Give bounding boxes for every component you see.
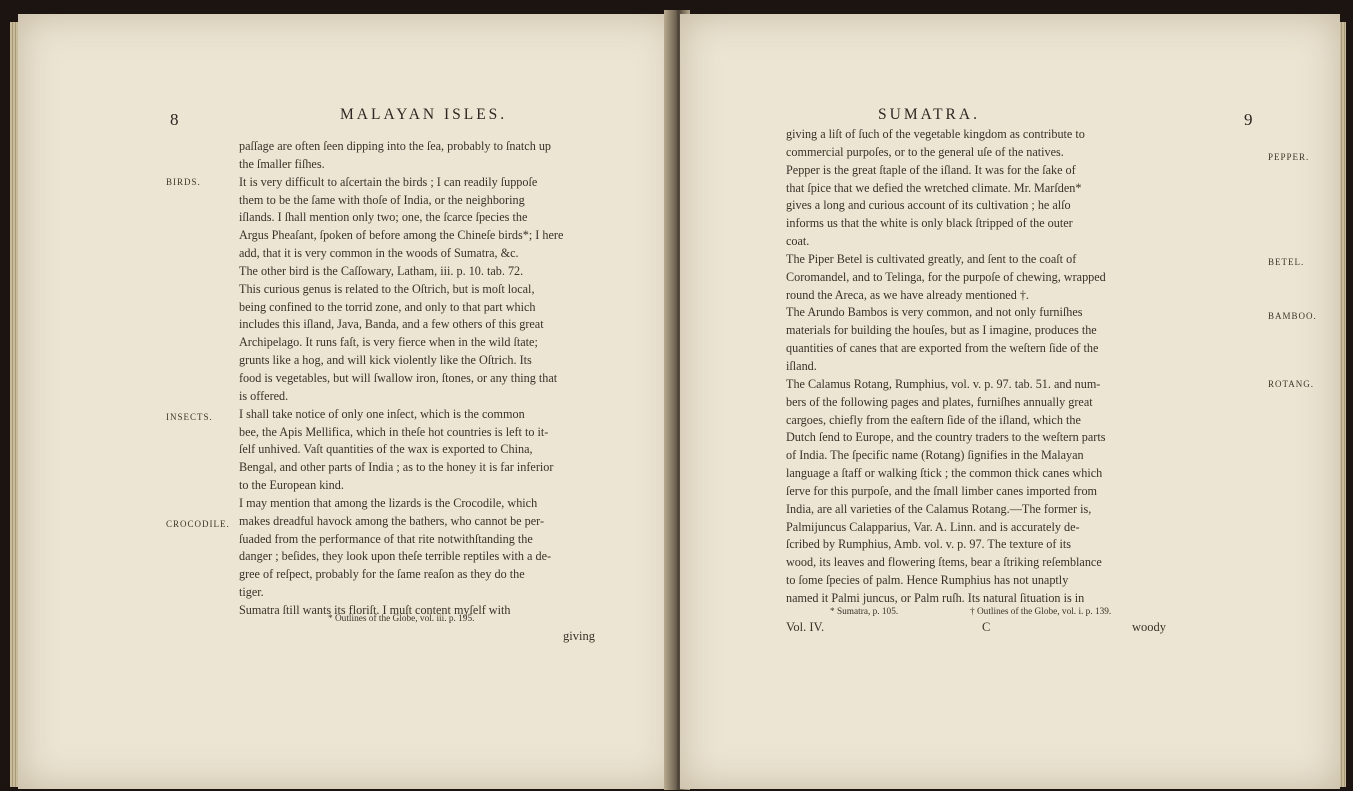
text-line: Pepper is the great ſtaple of the iſland. It was for the ſake of [786,162,1076,177]
text-line: is offered. [239,388,289,403]
margin-note-insects: INSECTS. [166,412,213,422]
text-line: gree of reſpect, probably for the ſame reaſon as they do the [239,567,525,582]
text-line: Coromandel, and to Telinga, for the purpoſe of chewing, wrapped [786,269,1106,284]
text-line: Palmijuncus Calapparius, Var. A. Linn. and is accurately de- [786,519,1080,534]
text-line: bers of the following pages and plates, furniſhes annually great [786,394,1093,409]
text-line: includes this iſland, Java, Banda, and a few others of this great [239,317,544,332]
text-line: I may mention that among the lizards is the Crocodile, which [239,495,538,510]
text-line: ſerve for this purpoſe, and the ſmall limber canes imported from [786,483,1098,498]
text-line: round the Areca, as we have already mentioned †. [786,287,1029,302]
text-line: ſcribed by Rumphius, Amb. vol. v. p. 97. The texture of its [786,537,1072,552]
text-line: bee, the Apis Mellifica, which in theſe hot countries is left to it- [239,424,549,439]
text-line: giving a liſt of ſuch of the vegetable kingdom as contribute to [786,127,1085,141]
text-line: India, are all varieties of the Calamus Rotang.—The former is, [786,501,1092,516]
text-line: the ſmaller fiſhes. [239,156,325,171]
text-line: The Calamus Rotang, Rumphius, vol. v. p. 97. tab. 51. and num- [786,376,1101,391]
text-line: wood, its leaves and flowering ſtems, bear a ſtriking reſemblance [786,555,1102,570]
text-line: grunts like a hog, and will kick violently like the Oſtrich. Its [239,353,532,368]
page-number: 8 [170,110,179,129]
text-line: The Piper Betel is cultivated greatly, and ſent to the coaſt of [786,251,1077,266]
footnote: * Outlines of the Globe, vol. iii. p. 195. [328,614,475,624]
text-line: Bengal, and other parts of India ; as to the honey it is far inferior [239,460,554,475]
page-number: 9 [1244,110,1253,129]
text-line: materials for building the houſes, but as I imagine, produces the [786,323,1097,338]
text-line: Sumatra ſtill wants its floriſt. I muſt content myſelf with [239,602,511,617]
text-line: danger ; beſides, they look upon theſe terrible reptiles with a de- [239,549,552,564]
text-line: iſland. [786,358,817,373]
text-line: I shall take notice of only one inſect, which is the common [239,406,525,421]
right-page [680,14,1340,789]
text-line: Dutch ſend to Europe, and the country traders to the weſtern parts [786,430,1106,445]
margin-note-rotang: ROTANG. [1268,379,1315,389]
text-line: Archipelago. It runs faſt, is very fierce when in the wild ſtate; [239,335,538,350]
margin-note-crocodile: CROCODILE. [166,519,230,529]
margin-note-bamboo: BAMBOO. [1268,311,1317,321]
text-line: being confined to the torrid zone, and only to that part which [239,299,536,314]
margin-note-pepper: PEPPER. [1268,152,1310,162]
text-line: that ſpice that we defied the wretched climate. Mr. Marſden* [786,180,1082,195]
text-line: ſelf unhived. Vaſt quantities of the wax is exported to China, [239,442,533,457]
text-line: cargoes, chiefly from the eaſtern ſide of the iſland, which the [786,412,1081,427]
running-head: MALAYAN ISLES. [340,106,508,123]
text-line: informs us that the white is only black ſtripped of the outer [786,216,1073,231]
text-line: ſuaded from the performance of that rite notwithſtanding the [239,531,533,546]
text-line: coat. [786,234,810,249]
text-line: This curious genus is related to the Oſtrich, but is moſt local, [239,281,535,296]
text-line: to the European kind. [239,478,344,493]
running-head: SUMATRA. [878,106,980,123]
text-line: paſſage are often ſeen dipping into the ſea, probably to ſnatch up [239,139,552,153]
text-line: them to be the ſame with thoſe of India, or the neighboring [239,192,525,207]
text-line: gives a long and curious account of its cultivation ; he alſo [786,198,1071,213]
text-line: named it Palmi juncus, or Palm ruſh. Its natural ſituation is in [786,590,1085,605]
text-line: add, that it is very common in the woods of Sumatra, &c. [239,246,519,261]
text-line: It is very difficult to aſcertain the birds ; I can readily ſuppoſe [239,174,538,189]
text-line: quantities of canes that are exported from the weſtern ſide of the [786,341,1099,356]
text-line: language a ſtaff or walking ſtick ; the common thick canes which [786,466,1103,481]
catchword: woody [1132,620,1167,634]
text-line: iſlands. I ſhall mention only two; one, the ſcarce ſpecies the [239,210,528,225]
catchword: giving [563,629,595,643]
footnote: * Sumatra, p. 105. [830,607,899,617]
margin-note-betel: BETEL. [1268,257,1305,267]
left-body-text [239,138,627,620]
text-line: makes dreadful havock among the bathers, who cannot be per- [239,513,545,528]
margin-note-birds: BIRDS. [166,177,201,187]
text-line: food is vegetables, but will ſwallow iron, ſtones, or any thing that [239,370,558,385]
text-line: of India. The ſpecific name (Rotang) ſignifies in the Malayan [786,448,1084,463]
text-line: to ſome ſpecies of palm. Hence Rumphius has not unaptly [786,573,1069,588]
footnote: † Outlines of the Globe, vol. i. p. 139. [970,607,1112,617]
volume-mark: Vol. IV. [786,620,825,634]
text-line: tiger. [239,585,264,600]
text-line: commercial purpoſes, or to the general uſe of the natives. [786,144,1064,159]
signature-mark: C [982,620,991,634]
text-line: The other bird is the Caſſowary, Latham, iii. p. 10. tab. 72. [239,263,524,278]
text-line: Argus Pheaſant, ſpoken of before among the Chineſe birds*; I here [239,228,564,243]
right-body-text [786,126,1178,608]
left-page [18,14,678,789]
text-line: The Arundo Bambos is very common, and not only furniſhes [786,305,1083,320]
